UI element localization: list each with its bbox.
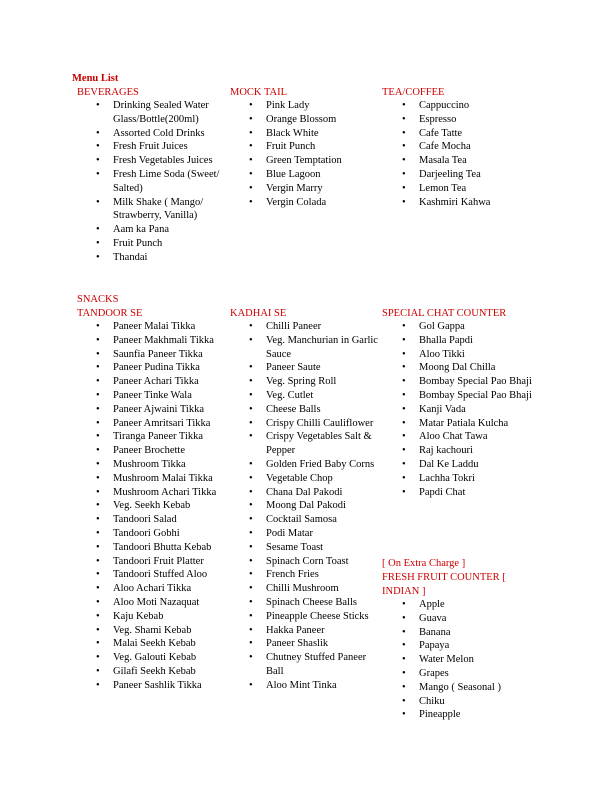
list-item: • Cocktail Samosa [236,513,382,527]
list-item: • Spinach Cheese Balls [236,596,382,610]
list-item: • Aloo Chat Tawa [389,430,539,444]
list-item: • Saunfia Paneer Tikka [83,348,229,362]
list-item: • Crispy Vegetables Salt & Pepper [236,430,382,458]
list-item: • Paneer Shaslik [236,637,382,651]
list-item: • Black White [236,127,382,141]
list-item: • Paneer Ajwaini Tikka [83,403,229,417]
list-item: • Mushroom Malai Tikka [83,472,229,486]
list-item: • Raj kachouri [389,444,539,458]
list-item: • Banana [389,626,539,640]
mocktail-list [236,99,382,209]
list-item: • Vergin Marry [236,182,382,196]
list-item: • Paneer Achari Tikka [83,375,229,389]
list-item: • Matar Patiala Kulcha [389,417,539,431]
list-item: • Papaya [389,639,539,653]
list-item: • Espresso [389,113,539,127]
list-item: • Paneer Malai Tikka [83,320,229,334]
list-item: • Sesame Toast [236,541,382,555]
list-item: • Fresh Fruit Juices [83,140,229,154]
list-item: • Moong Dal Pakodi [236,499,382,513]
list-item: • Paneer Amritsari Tikka [83,417,229,431]
list-item: • Tandoori Fruit Platter [83,555,229,569]
list-item: • Gol Gappa [389,320,539,334]
list-item: • Pineapple [389,708,539,722]
list-item: • Papdi Chat [389,486,539,500]
list-item: • Fresh Lime Soda (Sweet/ Salted) [83,168,229,196]
list-item: • Podi Matar [236,527,382,541]
list-item: • Cappuccino [389,99,539,113]
list-item: • Vegetable Chop [236,472,382,486]
list-item: • Lemon Tea [389,182,539,196]
list-item: • Water Melon [389,653,539,667]
chat-heading: SPECIAL CHAT COUNTER [382,308,507,319]
list-item: • Fruit Punch [83,237,229,251]
list-item: • Masala Tea [389,154,539,168]
kadhai-heading: KADHAI SE [230,308,287,319]
tea-coffee-list [389,99,539,209]
list-item: • Lachha Tokri [389,472,539,486]
list-item: • Dal Ke Laddu [389,458,539,472]
list-item: • Kaju Kebab [83,610,229,624]
kadhai-list [236,320,382,693]
list-item: • Apple [389,598,539,612]
list-item: • Cheese Balls [236,403,382,417]
tandoor-heading: TANDOOR SE [77,308,143,319]
list-item: • Tiranga Paneer Tikka [83,430,229,444]
list-item: • Spinach Corn Toast [236,555,382,569]
list-item: • Chana Dal Pakodi [236,486,382,500]
list-item: • Mango ( Seasonal ) [389,681,539,695]
list-item: • Orange Blossom [236,113,382,127]
list-item: • Hakka Paneer [236,624,382,638]
list-item: • Cafe Mocha [389,140,539,154]
list-item: • Paneer Sashlik Tikka [83,679,229,693]
list-item: • Veg. Cutlet [236,389,382,403]
list-item: • Green Temptation [236,154,382,168]
fruit-list [389,598,539,722]
list-item: • Paneer Pudina Tikka [83,361,229,375]
list-item: • Mushroom Tikka [83,458,229,472]
list-item: • Chiku [389,695,539,709]
list-item: • Pink Lady [236,99,382,113]
beverages-heading: BEVERAGES [77,87,139,98]
list-item: • French Fries [236,568,382,582]
snacks-heading: SNACKS [77,294,119,305]
chat-list [389,320,539,499]
list-item: • Tandoori Bhutta Kebab [83,541,229,555]
list-item: • Malai Seekh Kebab [83,637,229,651]
list-item: • Bhalla Papdi [389,334,539,348]
list-item: • Grapes [389,667,539,681]
list-item: • Chilli Mushroom [236,582,382,596]
menu-title: Menu List [72,73,119,84]
list-item: • Golden Fried Baby Corns [236,458,382,472]
list-item: • Fresh Vegetables Juices [83,154,229,168]
list-item: • Tandoori Salad [83,513,229,527]
list-item: • Veg. Manchurian in Garlic Sauce [236,334,382,362]
list-item: • Bombay Special Pao Bhaji [389,375,539,389]
list-item: • Aloo Moti Nazaquat [83,596,229,610]
list-item: • Pineapple Cheese Sticks [236,610,382,624]
list-item: • Paneer Tinke Wala [83,389,229,403]
list-item: • Veg. Shami Kebab [83,624,229,638]
list-item: • Aloo Tikki [389,348,539,362]
list-item: • Fruit Punch [236,140,382,154]
list-item: • Darjeeling Tea [389,168,539,182]
mocktail-heading: MOCK TAIL [230,87,288,98]
list-item: • Thandai [83,251,229,265]
list-item: • Veg. Spring Roll [236,375,382,389]
list-item: • Cafe Tatte [389,127,539,141]
list-item: • Gilafi Seekh Kebab [83,665,229,679]
extra-charge-note: [ On Extra Charge ] [382,558,466,569]
list-item: • Crispy Chilli Cauliflower [236,417,382,431]
list-item: • Paneer Saute [236,361,382,375]
list-item: • Tandoori Gobhi [83,527,229,541]
list-item: • Assorted Cold Drinks [83,127,229,141]
list-item: • Paneer Brochette [83,444,229,458]
list-item: • Bombay Special Pao Bhaji [389,389,539,403]
list-item: • Veg. Seekh Kebab [83,499,229,513]
tandoor-list [83,320,229,693]
list-item: • Veg. Galouti Kebab [83,651,229,665]
list-item: • Kanji Vada [389,403,539,417]
list-item: • Chutney Stuffed Paneer Ball [236,651,382,679]
list-item: • Blue Lagoon [236,168,382,182]
fruit-heading: FRESH FRUIT COUNTER [ INDIAN ] [382,572,506,597]
list-item: • Mushroom Achari Tikka [83,486,229,500]
list-item: • Chilli Paneer [236,320,382,334]
list-item: • Milk Shake ( Mango/ Strawberry, Vanilla) [83,196,229,224]
tea-coffee-heading: TEA/COFFEE [382,87,445,98]
list-item: • Guava [389,612,539,626]
beverages-list [83,99,229,265]
list-item: • Vergin Colada [236,196,382,210]
list-item: • Tandoori Stuffed Aloo [83,568,229,582]
list-item: • Moong Dal Chilla [389,361,539,375]
list-item: • Aloo Achari Tikka [83,582,229,596]
list-item: • Paneer Makhmali Tikka [83,334,229,348]
list-item: • Aloo Mint Tinka [236,679,382,693]
list-item: • Aam ka Pana [83,223,229,237]
list-item: • Kashmiri Kahwa [389,196,539,210]
list-item: • Drinking Sealed Water Glass/Bottle(200ml) [83,99,229,127]
